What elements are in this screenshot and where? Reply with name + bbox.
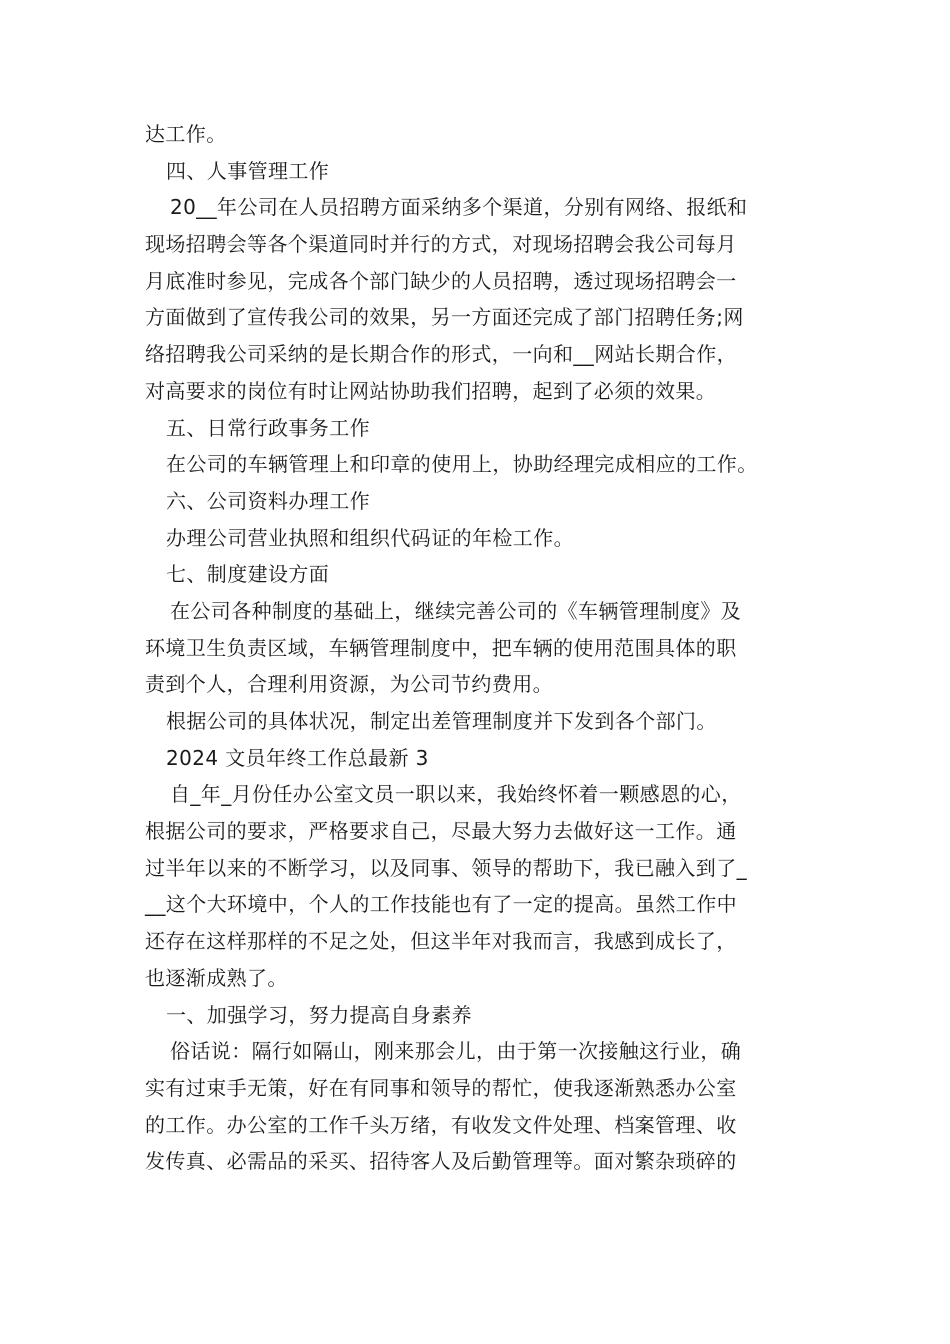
text-line: 根据公司的要求，严格要求自己，尽最大努力去做好这一工作。通	[145, 819, 737, 844]
text-line: 月底准时参见，完成各个部门缺少的人员招聘，透过现场招聘会一	[145, 268, 737, 293]
text-line: 对高要求的岗位有时让网站协助我们招聘，起到了必须的效果。	[145, 378, 717, 403]
text-line: 方面做到了宣传我公司的效果，另一方面还完成了部门招聘任务;网	[145, 305, 744, 330]
text-line: 办理公司营业执照和组织代码证的年检工作。	[166, 525, 574, 550]
text-line: 实有过束手无策，好在有同事和领导的帮忙，使我逐渐熟悉办公室	[145, 1075, 737, 1100]
text-line: 发传真、必需品的采买、招待客人及后勤管理等。面对繁杂琐碎的	[145, 1149, 737, 1174]
text-line: 20__年公司在人员招聘方面采纳多个渠道，分别有网络、报纸和	[170, 195, 748, 220]
text-line: 现场招聘会等各个渠道同时并行的方式，对现场招聘会我公司每月	[145, 232, 737, 257]
text-line: 也逐渐成熟了。	[145, 965, 288, 990]
text-line: 俗话说：隔行如隔山，刚来那会儿，由于第一次接触这行业，确	[170, 1039, 742, 1064]
text-line: 的工作。办公室的工作千头万绪，有收发文件处理、档案管理、收	[145, 1112, 737, 1137]
document-body	[145, 116, 810, 1180]
text-line: __这个大环境中，个人的工作技能也有了一定的提高。虽然工作中	[145, 892, 737, 917]
text-line: 络招聘我公司采纳的是长期合作的形式，一向和__网站长期合作，	[145, 342, 737, 367]
section-heading: 一、加强学习，努力提高自身素养	[166, 1002, 472, 1027]
text-line: 根据公司的具体状况，制定出差管理制度并下发到各个部门。	[166, 709, 717, 733]
text-line: 自_年_月份任办公室文员一职以来，我始终怀着一颗感恩的心，	[170, 782, 742, 807]
text-line: 达工作。	[145, 122, 227, 146]
section-heading: 五、日常行政事务工作	[166, 415, 370, 440]
section-heading: 四、人事管理工作	[166, 158, 330, 183]
text-line: 过半年以来的不断学习，以及同事、领导的帮助下，我已融入到了_	[145, 855, 747, 880]
text-line: 环境卫生负责区域，车辆管理制度中，把车辆的使用范围具体的职	[145, 635, 737, 660]
text-line: 责到个人，合理利用资源，为公司节约费用。	[145, 672, 553, 697]
section-heading: 七、制度建设方面	[166, 562, 330, 587]
text-line: 在公司的车辆管理上和印章的使用上，协助经理完成相应的工作。	[166, 452, 758, 477]
text-line: 还存在这样那样的不足之处，但这半年对我而言，我感到成长了，	[145, 929, 737, 954]
document-subtitle: 2024 文员年终工作总最新 3	[166, 745, 429, 770]
section-heading: 六、公司资料办理工作	[166, 488, 370, 513]
text-line: 在公司各种制度的基础上，继续完善公司的《车辆管理制度》及	[170, 598, 742, 623]
